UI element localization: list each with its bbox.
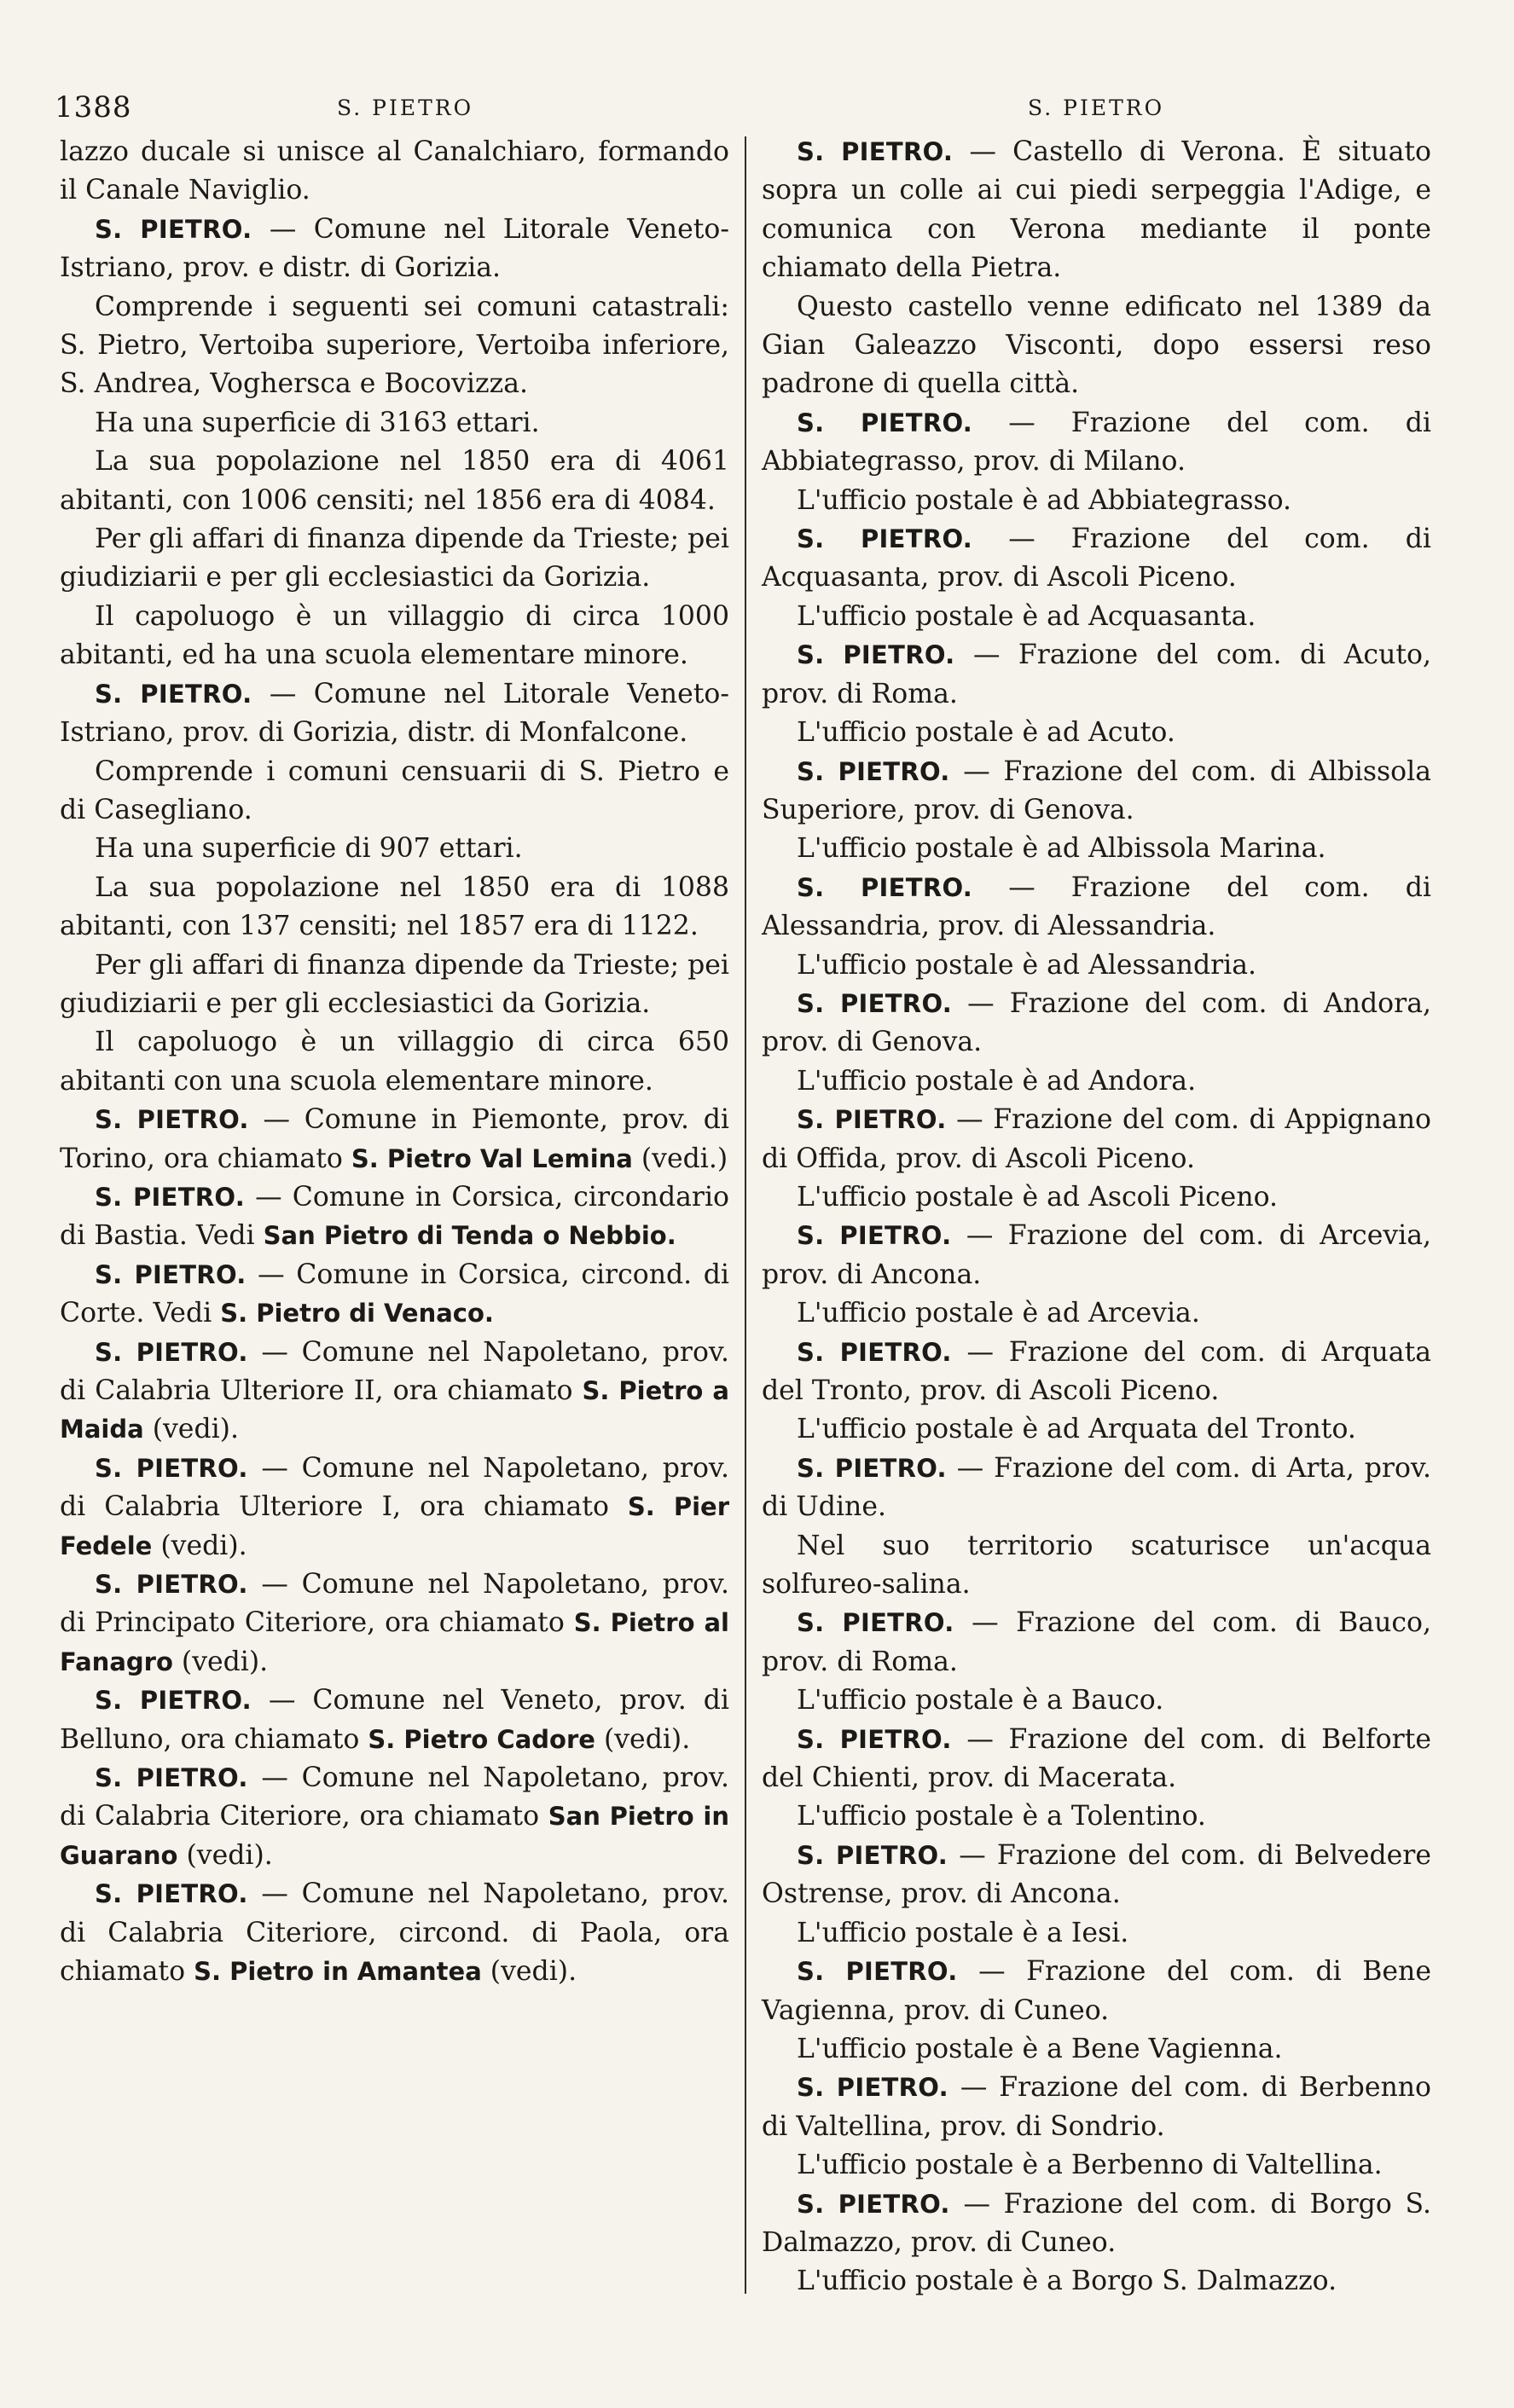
entry-title: S. PIETRO.	[797, 1840, 948, 1870]
entry-text: — Frazione del com. di Belvedere Ostrense, prov. di Ancona.	[762, 1839, 1431, 1910]
entry-text: — Comune nel Napoletano, prov. di Calabria Citeriore, ora chiamato	[60, 1763, 729, 1832]
entry-text: — Comune in Corsica, circond. di Corte. Vedi	[60, 1259, 729, 1329]
entry-text: — Frazione del com. di Borgo S. Dalmazzo, prov. di Cuneo.	[762, 2188, 1431, 2258]
entry-paragraph	[60, 288, 729, 404]
entry-text: Per gli affari di finanza dipende da Trieste; pei giudiziarii e per gli ecclesiastici da Gorizia.	[60, 524, 729, 593]
entry-paragraph	[60, 1450, 729, 1566]
entry-text: (vedi).	[595, 1723, 691, 1755]
entry-title: S. PIETRO.	[797, 524, 973, 554]
entry-paragraph	[762, 1062, 1431, 1101]
entry-title: S. PIETRO.	[797, 408, 973, 437]
entry-text: Il capoluogo è un villaggio di circa 1000 abitanti, ed ha una scuola elementare minore.	[60, 600, 729, 671]
entry-paragraph	[762, 598, 1431, 636]
cross-reference: S. Pietro in Amantea	[194, 1957, 482, 1987]
entry-paragraph	[60, 443, 729, 520]
entry-text: L'ufficio postale è ad Alessandria.	[797, 949, 1257, 981]
entry-paragraph	[762, 2146, 1431, 2185]
entry-paragraph	[60, 1875, 729, 1991]
entry-text: L'ufficio postale è ad Andora.	[797, 1065, 1197, 1097]
entry-paragraph	[762, 2262, 1431, 2301]
entry-paragraph	[60, 520, 729, 598]
cross-reference: S. Pietro di Venaco.	[220, 1299, 494, 1328]
entry-text: L'ufficio postale è ad Acquasanta.	[797, 600, 1256, 632]
entry-text: Questo castello venne edificato nel 1389 da Gian Galeazzo Visconti, dopo essersi reso padrone di quella città.	[762, 291, 1431, 400]
entry-text: — Frazione del com. di Belforte del Chienti, prov. di Macerata.	[762, 1723, 1431, 1794]
entry-paragraph	[762, 1721, 1431, 1798]
entry-text: — Frazione del com. di Abbiategrasso, prov. di Milano.	[762, 407, 1431, 478]
entry-title: S. PIETRO.	[95, 1337, 248, 1367]
entry-text: L'ufficio postale è ad Arcevia.	[797, 1298, 1200, 1329]
running-header-left: S. PIETRO	[337, 96, 474, 120]
entry-title: S. PIETRO.	[95, 214, 252, 244]
entry-text: Comprende i comuni censuarii di S. Pietro e di Casegliano.	[60, 755, 729, 825]
entry-text: (vedi).	[172, 1646, 269, 1677]
entry-title: S. PIETRO.	[797, 1724, 952, 1754]
entry-paragraph	[762, 1334, 1431, 1411]
entry-text: — Castello di Verona. È situato sopra un colle ai cui piedi serpeggia l'Adige, e comunica con Verona mediante il ponte chiamato della Pietra.	[762, 136, 1431, 284]
cross-reference: San Pietro in Guarano	[60, 1802, 729, 1870]
entry-title: S. PIETRO.	[797, 640, 955, 670]
entry-paragraph	[60, 946, 729, 1024]
entry-paragraph	[60, 1256, 729, 1334]
entry-text: — Comune nel Veneto, prov. di Belluno, ora chiamato	[60, 1685, 730, 1755]
entry-text: L'ufficio postale è ad Acuto.	[797, 717, 1175, 749]
entry-paragraph	[762, 1604, 1431, 1682]
entry-paragraph	[762, 714, 1431, 752]
entry-paragraph	[762, 133, 1431, 288]
entry-paragraph	[762, 1837, 1431, 1914]
cross-reference: San Pietro di Tenda o Nebbio.	[263, 1221, 676, 1251]
entry-title: S. PIETRO.	[797, 872, 973, 902]
entry-paragraph	[762, 2069, 1431, 2146]
entry-paragraph	[60, 753, 729, 831]
entry-paragraph	[60, 211, 729, 288]
entry-paragraph	[762, 946, 1431, 985]
entry-paragraph	[60, 1682, 729, 1759]
entry-text: L'ufficio postale è a Borgo S. Dalmazzo.	[797, 2266, 1337, 2297]
entry-paragraph	[762, 1682, 1431, 1720]
entry-paragraph	[762, 1178, 1431, 1217]
entry-title: S. PIETRO.	[95, 1453, 248, 1483]
entry-paragraph	[60, 133, 729, 211]
entry-text: Il capoluogo è un villaggio di circa 650 abitanti con una scuola elementare minore.	[60, 1027, 729, 1097]
entry-title: S. PIETRO.	[95, 1879, 248, 1909]
entry-text: La sua popolazione nel 1850 era di 4061 abitanti, con 1006 censiti; nel 1856 era di 4084.	[60, 446, 729, 516]
cross-reference: S. Pietro al Fanagro	[60, 1608, 729, 1676]
entry-paragraph	[762, 1527, 1431, 1605]
entry-paragraph	[60, 1023, 729, 1101]
entry-text: — Frazione del com. di Bene Vagienna, prov. di Cuneo.	[762, 1956, 1431, 2026]
entry-title: S. PIETRO.	[797, 988, 953, 1018]
entry-text: L'ufficio postale è a Tolentino.	[797, 1801, 1206, 1832]
entry-text: — Frazione del com. di Arcevia, prov. di Ancona.	[762, 1220, 1432, 1290]
entry-title: S. PIETRO.	[95, 1570, 248, 1600]
entry-text: L'ufficio postale è a Iesi.	[797, 1917, 1129, 1948]
entry-paragraph	[762, 1914, 1431, 1953]
entry-title: S. PIETRO.	[797, 137, 954, 166]
entry-title: S. PIETRO.	[95, 1105, 249, 1135]
entry-text: L'ufficio postale è ad Arquata del Tronto.	[797, 1414, 1356, 1445]
entry-text: — Comune nel Litorale Veneto-Istriano, prov. e distr. di Gorizia.	[60, 213, 729, 284]
page-number: 1388	[55, 90, 132, 124]
entry-paragraph	[60, 1178, 729, 1256]
entry-title: S. PIETRO.	[797, 2073, 948, 2103]
entry-paragraph	[762, 636, 1431, 714]
entry-text: — Frazione del com. di Arquata del Tronto, prov. di Ascoli Piceno.	[762, 1336, 1432, 1406]
entry-text: — Comune nel Napoletano, prov. di Calabria Ulteriore I, ora chiamato	[60, 1452, 729, 1523]
entry-paragraph	[762, 1101, 1431, 1178]
entry-title: S. PIETRO.	[797, 1453, 947, 1483]
entry-title: S. PIETRO.	[797, 1337, 952, 1367]
entry-paragraph	[60, 1101, 729, 1178]
entry-text: L'ufficio postale è ad Abbiategrasso.	[797, 484, 1292, 516]
entry-paragraph	[762, 1953, 1431, 2030]
column-divider	[745, 136, 746, 2294]
right-column	[762, 133, 1431, 2301]
entry-text: Ha una superficie di 3163 ettari.	[95, 407, 540, 438]
entry-text: Comprende i seguenti sei comuni catastrali: S. Pietro, Vertoiba superiore, Vertoiba inferiore, S. Andrea, Voghersca e Bocovizza.	[60, 291, 729, 400]
cross-reference: S. Pietro Cadore	[368, 1724, 595, 1754]
entry-text: — Frazione del com. di Acuto, prov. di Roma.	[762, 640, 1431, 709]
entry-text: — Frazione del com. di Appignano di Offida, prov. di Ascoli Piceno.	[762, 1104, 1431, 1174]
entry-paragraph	[762, 1410, 1431, 1449]
entry-text: (vedi).	[152, 1530, 247, 1561]
entry-text: lazzo ducale si unisce al Canalchiaro, formando il Canale Naviglio.	[60, 136, 729, 206]
entry-title: S. PIETRO.	[797, 1221, 952, 1251]
entry-paragraph	[762, 482, 1431, 520]
entry-text: — Frazione del com. di Acquasanta, prov. di Ascoli Piceno.	[762, 524, 1431, 593]
entry-paragraph	[60, 869, 729, 946]
entry-text: (vedi).	[177, 1839, 273, 1871]
entry-title: S. PIETRO.	[95, 1686, 252, 1716]
entry-text: (vedi).	[481, 1956, 577, 1988]
entry-text: — Frazione del com. di Berbenno di Valtellina, prov. di Sondrio.	[762, 2072, 1432, 2142]
entry-paragraph	[60, 1334, 729, 1450]
entry-paragraph	[762, 288, 1431, 404]
entry-text: L'ufficio postale è a Bauco.	[797, 1685, 1164, 1716]
entry-text: La sua popolazione nel 1850 era di 1088 abitanti, con 137 censiti; nel 1857 era di 1122.	[60, 871, 729, 942]
entry-paragraph	[762, 1294, 1431, 1333]
entry-text: — Comune in Corsica, circondario di Bastia. Vedi	[60, 1181, 730, 1252]
entry-text: Per gli affari di finanza dipende da Trieste; pei giudiziarii e per gli ecclesiastici da Gorizia.	[60, 949, 729, 1019]
cross-reference: S. Pier Fedele	[60, 1492, 729, 1560]
entry-text: L'ufficio postale è ad Albissola Marina.	[797, 833, 1326, 865]
running-header-right: S. PIETRO	[1028, 96, 1165, 120]
entry-title: S. PIETRO.	[797, 1957, 958, 1987]
entry-title: S. PIETRO.	[95, 679, 252, 709]
entry-paragraph	[762, 1217, 1431, 1294]
entry-title: S. PIETRO.	[95, 1259, 247, 1289]
entry-text: L'ufficio postale è ad Ascoli Piceno.	[797, 1181, 1279, 1213]
entry-paragraph	[762, 404, 1431, 482]
cross-reference: S. Pietro Val Lemina	[351, 1143, 633, 1173]
entry-paragraph	[762, 753, 1431, 831]
entry-paragraph	[60, 1759, 729, 1875]
entry-paragraph	[762, 2185, 1431, 2263]
entry-text: — Frazione del com. di Andora, prov. di Genova.	[762, 987, 1431, 1058]
entry-paragraph	[762, 520, 1431, 598]
entry-title: S. PIETRO.	[95, 1182, 246, 1212]
entry-paragraph	[60, 830, 729, 868]
cross-reference: S. Pietro a Maida	[60, 1376, 729, 1444]
entry-paragraph	[60, 404, 729, 443]
entry-text: — Comune nel Litorale Veneto-Istriano, prov. di Gorizia, distr. di Monfalcone.	[60, 678, 729, 749]
entry-text: — Frazione del com. di Bauco, prov. di Roma.	[762, 1607, 1431, 1677]
entry-title: S. PIETRO.	[95, 1763, 248, 1793]
entry-text: — Comune in Piemonte, prov. di Torino, ora chiamato	[60, 1104, 730, 1174]
entry-text: — Comune nel Napoletano, prov. di Calabria Citeriore, circond. di Paola, ora chiamato	[60, 1878, 729, 1988]
entry-paragraph	[60, 1566, 729, 1682]
entry-title: S. PIETRO.	[797, 1608, 954, 1638]
entry-text: Nel suo territorio scaturisce un'acqua solfureo-salina.	[762, 1530, 1431, 1601]
entry-title: S. PIETRO.	[797, 756, 950, 786]
entry-text: L'ufficio postale è a Berbenno di Valtellina.	[797, 2150, 1383, 2181]
entry-text: — Frazione del com. di Alessandria, prov. di Alessandria.	[762, 871, 1431, 942]
entry-text: (vedi.)	[632, 1143, 728, 1174]
entry-title: S. PIETRO.	[797, 1105, 947, 1135]
entry-paragraph	[60, 598, 729, 675]
entry-text: — Frazione del com. di Arta, prov. di Udine.	[762, 1452, 1431, 1523]
entry-text: — Comune nel Napoletano, prov. di Calabria Ulteriore II, ora chiamato	[60, 1336, 729, 1406]
entry-paragraph	[762, 830, 1431, 868]
entry-paragraph	[762, 869, 1431, 946]
entry-paragraph	[60, 675, 729, 753]
entry-text: — Frazione del com. di Albissola Superiore, prov. di Genova.	[762, 755, 1432, 825]
entry-text: — Comune nel Napoletano, prov. di Principato Citeriore, ora chiamato	[60, 1569, 729, 1639]
entry-title: S. PIETRO.	[797, 2189, 950, 2219]
entry-paragraph	[762, 985, 1431, 1062]
entry-paragraph	[762, 1797, 1431, 1836]
entry-text: Ha una superficie di 907 ettari.	[95, 833, 523, 865]
entry-paragraph	[762, 1450, 1431, 1527]
entry-paragraph	[762, 2030, 1431, 2069]
entry-text: L'ufficio postale è a Bene Vagienna.	[797, 2033, 1283, 2064]
left-column	[60, 133, 729, 1992]
entry-text: (vedi).	[143, 1414, 239, 1445]
